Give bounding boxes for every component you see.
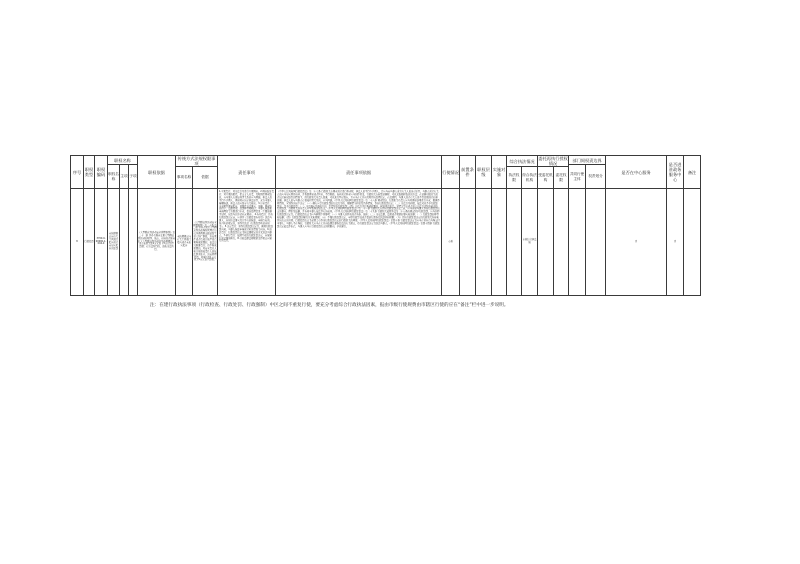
power-responsibility-table — [70, 155, 714, 296]
header-joint-exercise: 共同行使主体 — [569, 165, 586, 189]
header-basis: 依据 — [193, 167, 218, 189]
cell-comprehensive-agency: 市县综合执法局 — [522, 189, 538, 296]
header-authority-level: 职权层级 — [476, 156, 492, 189]
header-jointly: 部门间权责边界 — [569, 156, 606, 165]
cell-exercise-status: 市县 — [442, 189, 460, 296]
header-duty-item: 责任事项 — [218, 156, 276, 189]
header-must-jointly: 是否在中心服务 — [606, 156, 667, 189]
header-exercise-status: 行使情况 — [442, 156, 460, 189]
cell-sub-item — [129, 189, 138, 296]
cell-must-jointly: 否 — [606, 189, 667, 296]
cell-remarks — [684, 189, 701, 296]
cell-power-basis: 《大型群众性活动安全管理条例》第二十三条 承办者擅自变更大型群众性活动的时间、地点、内容或者擅自扩大大型群众性活动的举办规模的，由公安机关处1万元以上5万元以下罚款；有违法所得的，没收违法所得。 — [138, 189, 176, 296]
header-comprehensive-law: 综合执法情况 — [507, 156, 538, 167]
cell-delegated-power — [554, 189, 569, 296]
cell-implementing-subject — [492, 189, 507, 296]
header-comprehensive-agency: 综合执法机构 — [522, 167, 538, 189]
cell-basis: 《大型群众性活动安全管理条例》第二十条 第二款 承办者或者大型群众性活动场所管理者违反本条例规定致使发生重大伤亡事故、治安案件或者造成其他严重后果构成犯罪的，依法追究刑事责任；尚不构成犯罪的，对安全责任人和其他直接责任人员依法给予处分、治安管理处罚，对单位处1万元以上5万元以下罚款。 — [193, 189, 218, 296]
cell-power-code: 3700-0-00000-1-004-0 — [95, 189, 108, 296]
header-power-code: 职权编码 — [95, 156, 108, 189]
header-filing-condition: 前置条件 — [460, 156, 476, 189]
header-sub-item: 子项 — [129, 165, 138, 189]
header-traditional-basis: 传统方式法规权限事项 — [176, 156, 218, 167]
header-delegated-org: 受委托机构 — [538, 167, 554, 189]
table-row — [71, 189, 714, 296]
cell-seq: 8 — [71, 189, 84, 296]
cell-enforcement-power — [507, 189, 522, 296]
cell-joint-exercise — [569, 189, 586, 296]
cell-power-name: 未按照规定向有关主管部门报告或者未如实报告的处罚 — [108, 189, 120, 296]
header-main-item: 主项 — [120, 165, 129, 189]
header-in-service-center: 是否进驻政务服务中心 — [667, 156, 684, 189]
header-item-name: 事项名称 — [176, 167, 193, 189]
cell-delegated-org — [538, 189, 554, 296]
header-power-name-main: 职权名称 — [108, 165, 120, 189]
header-seq: 序号 — [71, 156, 84, 189]
cell-item-name: 未按照规定向有关主管部门报告或者未如实报告 — [176, 189, 193, 296]
header-power-type: 职权类型 — [84, 156, 95, 189]
cell-main-item — [120, 189, 129, 296]
cell-in-service-center: 否 — [667, 189, 684, 296]
header-remarks: 备注 — [684, 156, 701, 189]
header-duty-basis: 责任事项依据 — [276, 156, 442, 189]
header-power-name: 职权名称 — [108, 156, 138, 165]
cell-filing-condition — [460, 189, 476, 296]
header-power-basis: 职权依据 — [138, 156, 176, 189]
header-delegated: 委托再执行授权情况 — [538, 156, 568, 166]
table-footnote: 注：在建行政执法事项（行政检查、行政处罚、行政强制）中区之间不重复行使，要充分考虑综合行政执法因素，报由市级行使规费由市辖区行使的应在“备注”栏中进一步说明。 — [150, 303, 509, 308]
header-delegated-power: 委托权限 — [554, 167, 569, 189]
cell-power-type: 行政处罚 — [84, 189, 95, 296]
cell-duty-item: 1.立案责任：对违法行为进行立案调查。2.调查取证责任：对立案的案件，指定专人负责，及时组织调查取证，与当事人有直接利害关系的应当回避。执法人员不得少于两人，调查时应出示执法证件，允许当事人辩解陈述。执法人员应保守有关秘密。3.审查责任：审查案件调查报告，对案件违法事实、证据、调查取证程序、法律适用、处罚种类和幅度、当事人陈述和申辩理由等方面进行审查，提出处理意见（主要证据不足时，以适当的方式补充调查）。4.告知责任：作出行政处罚决定前，应制作《行政处罚告知书》送达当事人，告知违法事实及其享有的陈述、申辩等权利。符合听证规定的，制作并送达《行政处罚听证告知书》。5.决定责任：制作行政处罚决定书，载明行政处罚告知、当事人陈述申辩或者听证情况等内容。6.送达责任：行政处罚决定书按法律规定的方式送达当事人。7.执行责任：依照生效的行政处罚决定，自觉履行或者强制执行。8.其他法律法规规章文件规定应履行的责任。 — [218, 189, 276, 296]
cell-authority-level — [476, 189, 492, 296]
cell-duty-basis: 《中华人民共和国行政处罚法》第三十七条 行政机关在调查或者进行检查时，执法人员不得少于两人，并应当向当事人或者有关人员出示证件。当事人或者有关人员应当如实回答询问，并协助调查或者检查，不得阻挠。询问或者检查应当制作笔录。行政机关在收集证据时，可以采取抽样取证的方法；在证据可能灭失或者以后难以取得的情况下，经行政机关负责人批准，可以先行登记保存，并应当在七日内及时作出处理决定，在此期间，当事人或者有关人员不得销毁或者转移证据。执法人员与当事人有直接利害关系的，应当回避。《中华人民共和国行政处罚法》第三十八条 调查终结，行政机关负责人应当对调查结果进行审查，根据不同情况，分别作出如下决定：（一）确有应受行政处罚的违法行为的，根据情节轻重及具体情况，作出行政处罚决定；（二）违法行为轻微，依法可以不予行政处罚的，不予行政处罚；（三）违法事实不能成立的，不得给予行政处罚；（四）违法行为已构成犯罪的，移送司法机关。对情节复杂或者重大违法行为给予较重的行政处罚，行政机关的负责人应当集体讨论决定。《中华人民共和国行政处罚法》第三十一条 行政机关在作出行政处罚决定之前，应当告知当事人作出行政处罚决定的事实、理由及依据，并告知当事人依法享有的权利。《中华人民共和国行政处罚法》第三十九条 行政机关依照本法第三十八条的规定给予行政处罚，应当制作行政处罚决定书。行政处罚决定书应当载明下列事项：（一）当事人的姓名或者名称、地址；（二）违反法律、法规或者规章的事实和证据；（三）行政处罚的种类和依据；（四）行政处罚的履行方式和期限；（五）不服行政处罚决定，申请行政复议或者提起行政诉讼的途径和期限；（六）作出行政处罚决定的行政机关名称和作出决定的日期。行政处罚决定书必须盖有作出行政处罚决定的行政机关的印章。《中华人民共和国行政处罚法》第四十条 行政处罚决定书应当在宣告后当场交付当事人；当事人不在场的，行政机关应当在七日内依照民事诉讼法的有关规定，将行政处罚决定书送达当事人。《中华人民共和国行政处罚法》第四十四条 行政处罚决定依法作出后，当事人应当在行政处罚决定的期限内，予以履行。 — [276, 189, 442, 296]
header-boundary: 权责划分 — [586, 165, 606, 189]
header-enforcement-power: 执法权限 — [507, 167, 522, 189]
cell-boundary — [586, 189, 606, 296]
header-implementing-subject: 实施对象 — [492, 156, 507, 189]
